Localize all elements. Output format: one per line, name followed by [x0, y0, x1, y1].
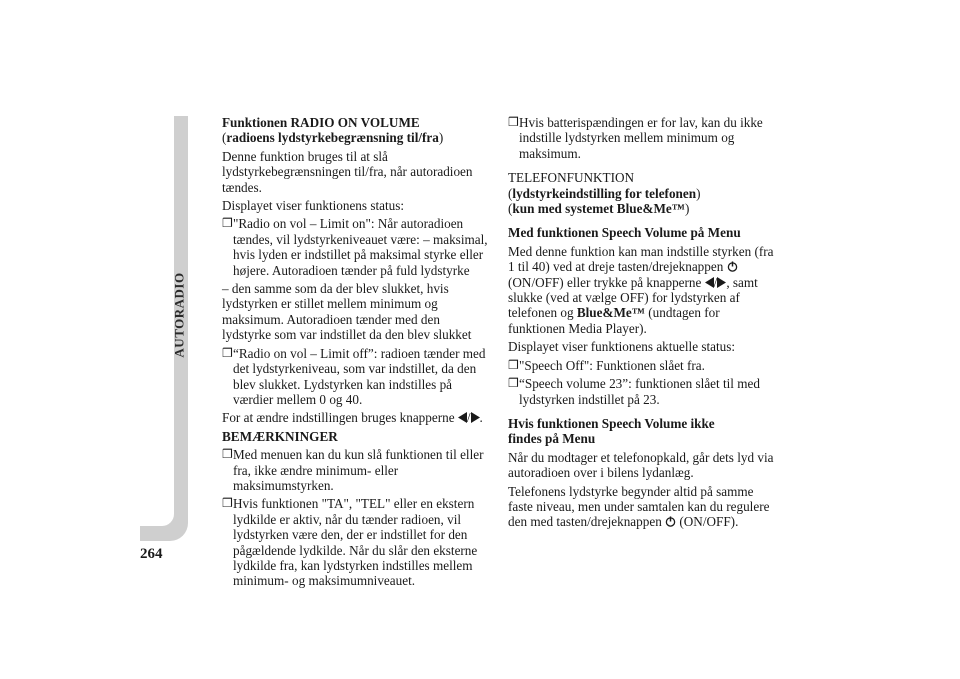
- list-item: [222, 447, 492, 493]
- list-item: [508, 358, 776, 373]
- arrow-buttons: /: [705, 275, 727, 290]
- left-arrow-icon: [705, 277, 714, 288]
- radio-on-volume-heading: Funktionen RADIO ON VOLUME: [222, 115, 420, 130]
- bullet-text: “Speech volume 23”: funktionen slået til med lydstyrken indstillet på 23.: [519, 376, 760, 407]
- list-item: [222, 496, 492, 588]
- right-arrow-icon: [471, 412, 480, 423]
- status-intro: Displayet viser funktionens aktuelle status:: [508, 339, 736, 355]
- incoming-call-paragraph: Når du modtager et telefonopkald, går dets lyd via autoradioen over i bilens lydanlæg.: [508, 449, 774, 481]
- change-setting-paragraph: For at ændre indstillingen bruges knapperne / .: [222, 410, 483, 426]
- telephone-subheading: (lydstyrkeindstilling for telefonen): [508, 185, 701, 201]
- list-item: [508, 115, 776, 161]
- bullet-marker: ❒: [508, 357, 519, 372]
- right-column: [508, 115, 776, 533]
- status-intro: Displayet viser funktionens status:: [222, 198, 405, 214]
- telephone-heading: TELEFONFUNKTION: [508, 170, 635, 186]
- telephone-subheading-2: (kun med systemet Blue&Me™): [508, 201, 690, 217]
- bullet-text: “Radio on vol – Limit off”: radioen tænder med det lydstyrkeniveau, som var indstillet, da den blev slukket. Lydstyrken kan indstilles på værdier mellem 0 og 40.: [233, 345, 486, 407]
- section-title-text: AUTORADIO: [172, 272, 188, 358]
- speech-volume-paragraph: Med denne funktion kan man indstille styrken (fra 1 til 40) ved at dreje tasten/drejeknappen (ON/OFF) eller trykke på knapperne / , samt slukke (ved at vælge OFF) for lydstyrken af telefonen og Blue&Me™ (undtagen for funktionen Media Player).: [508, 243, 774, 336]
- bullet-text: Hvis batterispændingen er for lav, kan du ikke indstille lydstyrken mellem minimum og maksimum.: [519, 115, 763, 161]
- power-knob-icon: [665, 516, 676, 527]
- bullet-marker: ❒: [222, 216, 233, 231]
- speech-absent-heading-2: findes på Menu: [508, 431, 596, 447]
- power-knob-icon: [727, 261, 738, 272]
- bullet-marker: ❒: [222, 345, 233, 360]
- speech-volume-heading: Med funktionen Speech Volume på Menu: [508, 225, 741, 241]
- list-item: [222, 346, 492, 408]
- left-arrow-icon: [458, 412, 467, 423]
- page-number: 264: [140, 546, 163, 562]
- bullet-text: Hvis funktionen "TA", "TEL" eller en ekstern lydkilde er aktiv, når du tænder radioen, vil lydstyrken være den, der er indstillet for den pågældende lydkilde. Når du slår den eksterne lydkilde fra, kan lydstyrken indstilles mellem minimum- og maksimumniveauet.: [233, 496, 478, 589]
- right-arrow-icon: [717, 277, 726, 288]
- intro-paragraph: Denne funktion bruges til at slå lydstyrkebegrænsningen til/fra, når autoradioen tændes.: [222, 148, 473, 195]
- bullet-text: "Radio on vol – Limit on": Når autoradioen tændes, vil lydstyrkeniveauet være: – maksimal, hvis lyden er indstillet på maksimal styrke eller højere. Autoradioen tænder på fuld lydstyrke: [233, 216, 488, 278]
- left-column: [222, 115, 492, 592]
- bullet-marker: ❒: [508, 115, 519, 129]
- bullet-text: "Speech Off": Funktionen slået fra.: [519, 357, 705, 373]
- arrow-buttons: /: [458, 410, 480, 425]
- speech-absent-heading: Hvis funktionen Speech Volume ikke: [508, 415, 715, 431]
- list-item: [222, 216, 492, 278]
- bullet-marker: ❒: [508, 376, 519, 391]
- bullet-marker: ❒: [222, 447, 233, 462]
- list-item: [508, 376, 776, 407]
- continuation-paragraph: – den samme som da der blev slukket, hvis lydstyrken er stillet mellem minimum og maksimum. Autoradioen tænder med den lydstyrke som var indstillet da den blev slukket: [222, 281, 472, 343]
- bullet-text: Med menuen kan du kun slå funktionen til eller fra, ikke ændre minimum- eller maksimumstyrken.: [233, 447, 484, 493]
- notes-heading: BEMÆRKNINGER: [222, 428, 338, 444]
- bullet-marker: ❒: [222, 496, 233, 511]
- phone-volume-paragraph: Telefonens lydstyrke begynder altid på samme faste niveau, men under samtalen kan du regulere den med tasten/drejeknappen (ON/OFF).: [508, 483, 770, 530]
- section-title: [160, 270, 200, 360]
- radio-on-volume-subheading: (radioens lydstyrkebegrænsning til/fra): [222, 130, 444, 146]
